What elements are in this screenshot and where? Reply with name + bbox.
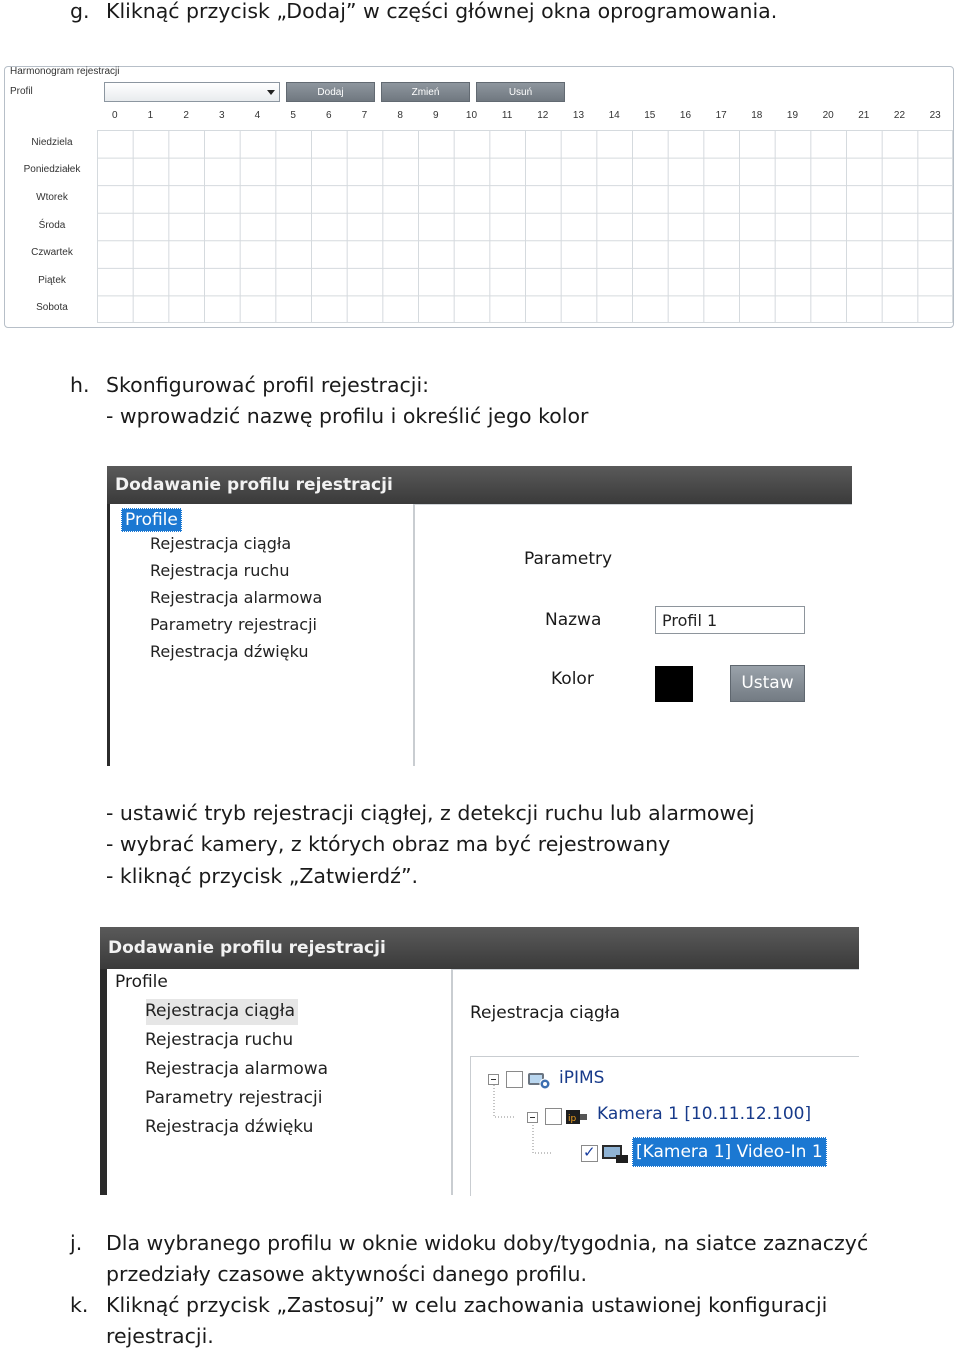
day-label: Wtorek [36, 191, 68, 203]
tree-item-motion[interactable]: Rejestracja ruchu [145, 1030, 294, 1050]
tree-item-motion[interactable]: Rejestracja ruchu [150, 561, 290, 580]
tree-item-audio[interactable]: Rejestracja dźwięku [150, 642, 309, 661]
step-g-letter: g. [70, 0, 90, 23]
hour-label: 20 [822, 110, 834, 121]
tree-item-audio[interactable]: Rejestracja dźwięku [145, 1117, 314, 1137]
video-input-icon [602, 1143, 628, 1163]
camera-name[interactable]: Kamera 1 [10.11.12.100] [597, 1104, 812, 1124]
hour-label: 21 [858, 110, 870, 121]
hour-label: 15 [644, 110, 656, 121]
hour-label: 6 [326, 110, 332, 121]
add-profile-dialog-1 [107, 466, 852, 766]
step-k-line1: Kliknąć przycisk „Zastosuj” w celu zachowania ustawionej konfiguracji [106, 1293, 828, 1317]
schedule-grid[interactable] [97, 130, 953, 323]
tree-item-alarm[interactable]: Rejestracja alarmowa [145, 1059, 329, 1079]
tree-item-parameters[interactable]: Parametry rejestracji [145, 1088, 323, 1108]
hour-label: 0 [112, 110, 118, 121]
collapse-camera-icon[interactable] [527, 1112, 538, 1123]
hour-label: 16 [679, 110, 692, 121]
tree-item-continuous[interactable]: Rejestracja ciągła [145, 1001, 296, 1021]
set-color-button[interactable]: Ustaw [730, 665, 805, 702]
hour-label: 8 [397, 110, 403, 121]
day-label: Sobota [36, 302, 68, 314]
server-gear-icon [527, 1069, 551, 1091]
day-label: Czwartek [31, 247, 73, 259]
dialog-title: Dodawanie profilu rejestracji [107, 466, 852, 504]
step-h-line4: - kliknąć przycisk „Zatwierdź”. [106, 864, 419, 888]
add-profile-dialog-2 [100, 927, 859, 1195]
hour-label: 17 [715, 110, 727, 121]
hour-label: 18 [751, 110, 763, 121]
channel-checkbox[interactable] [581, 1145, 598, 1162]
step-h [70, 370, 429, 401]
tree-item-alarm[interactable]: Rejestracja alarmowa [150, 588, 323, 607]
hour-label: 14 [608, 110, 620, 121]
step-h-letter: h. [70, 373, 90, 397]
step-h-line1: - wprowadzić nazwę profilu i określić jego kolor [106, 404, 589, 428]
hour-header [97, 110, 953, 128]
camera-tree [470, 1056, 859, 1196]
step-g [70, 0, 777, 27]
profile-label: Profil [10, 86, 33, 97]
channel-name[interactable]: [Kamera 1] Video-In 1 [632, 1137, 827, 1167]
collapse-server-icon[interactable] [488, 1074, 499, 1085]
day-label: Poniedziałek [23, 164, 81, 176]
tree-item-continuous[interactable]: Rejestracja ciągła [150, 534, 292, 553]
hour-label: 22 [893, 110, 906, 121]
step-k [70, 1290, 827, 1321]
step-j-letter: j. [70, 1231, 83, 1255]
day-label: Piątek [38, 274, 66, 286]
day-label: Niedziela [31, 136, 73, 148]
day-label: Środa [38, 219, 66, 231]
ip-camera-icon [566, 1107, 588, 1127]
delete-button[interactable]: Usuń [476, 82, 565, 102]
hour-label: 13 [572, 110, 585, 121]
profile-tree [107, 504, 415, 766]
chevron-down-icon [267, 90, 275, 95]
color-label: Kolor [551, 669, 594, 689]
profile-select[interactable] [104, 82, 280, 102]
hour-label: 5 [290, 110, 296, 121]
profile-tree [100, 969, 453, 1195]
hour-label: 9 [433, 110, 439, 121]
hour-label: 12 [537, 110, 549, 121]
section-title: Parametry [524, 549, 613, 569]
step-h-line3: - wybrać kamery, z których obraz ma być rejestrowany [106, 832, 671, 856]
dialog-title: Dodawanie profilu rejestracji [100, 927, 859, 969]
hour-label: 11 [501, 110, 513, 121]
schedule-title: Harmonogram rejestracji [10, 66, 120, 77]
hour-label: 4 [254, 110, 261, 121]
server-checkbox[interactable] [506, 1071, 523, 1088]
hour-label: 2 [183, 110, 189, 121]
hour-label: 10 [465, 110, 478, 121]
hour-label: 23 [929, 110, 941, 121]
step-k-letter: k. [70, 1293, 89, 1317]
tree-item-parameters[interactable]: Parametry rejestracji [150, 615, 317, 634]
svg-text:ip: ip [568, 1114, 577, 1124]
camera-checkbox[interactable] [545, 1108, 562, 1125]
step-j [70, 1228, 868, 1259]
color-swatch[interactable] [655, 666, 693, 702]
step-j-line1: Dla wybranego profilu w oknie widoku doby/tygodnia, na siatce zaznaczyć [106, 1231, 869, 1255]
step-g-text: Kliknąć przycisk „Dodaj” w części głównej okna oprogramowania. [106, 0, 778, 23]
change-button[interactable]: Zmień [381, 82, 470, 102]
parameters-pane [415, 504, 852, 766]
hour-label: 7 [361, 110, 368, 121]
server-name[interactable]: iPIMS [559, 1068, 605, 1088]
step-h-text: Skonfigurować profil rejestracji: [106, 373, 430, 397]
hour-label: 1 [147, 110, 154, 121]
tree-root-profile[interactable]: Profile [115, 972, 168, 992]
section-title: Rejestracja ciągła [470, 1003, 621, 1023]
step-j-line2: przedziały czasowe aktywności danego profilu. [106, 1262, 587, 1286]
hour-label: 3 [219, 110, 225, 121]
name-input[interactable] [655, 606, 805, 634]
camera-pane [453, 969, 859, 1195]
step-h-line2: - ustawić tryb rejestracji ciągłej, z detekcji ruchu lub alarmowej [106, 801, 755, 825]
step-k-line2: rejestracji. [106, 1324, 214, 1348]
tree-root-profile[interactable]: Profile [121, 508, 182, 532]
checkmark-icon: ✓ [583, 1143, 596, 1161]
name-label: Nazwa [545, 610, 602, 630]
hour-label: 19 [786, 110, 799, 121]
add-button[interactable]: Dodaj [286, 82, 375, 102]
